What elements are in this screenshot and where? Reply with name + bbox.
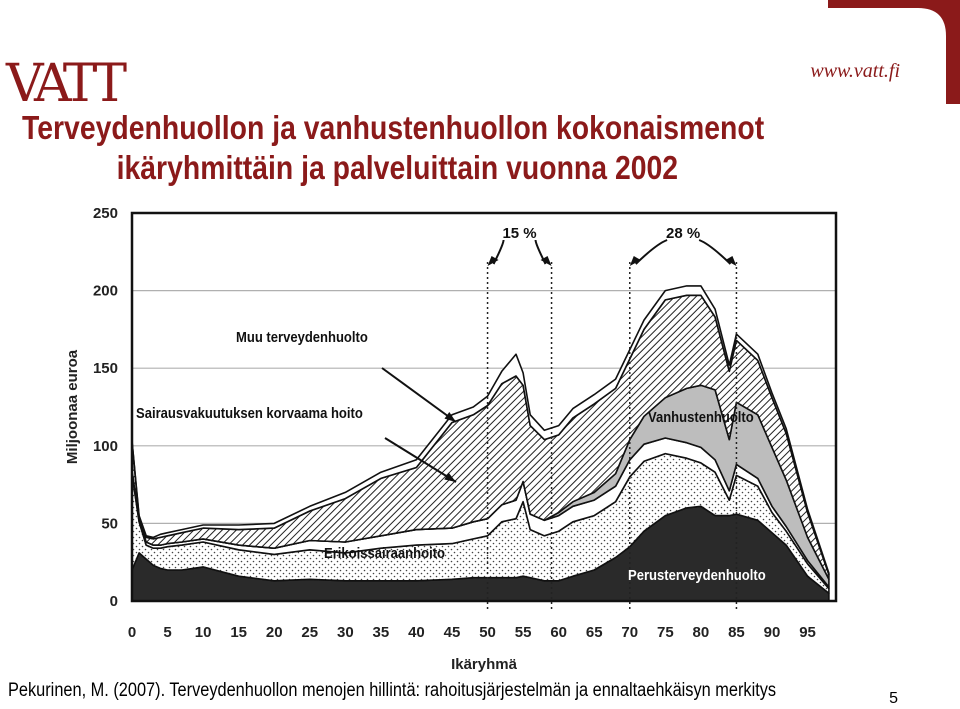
x-tick-label: 20 [265,624,283,641]
series-label: Sairausvakuutuksen korvaama hoito [136,405,363,422]
x-tick-label: 60 [550,624,568,641]
y-tick-label: 50 [101,515,118,533]
x-tick-label: 70 [621,624,639,641]
x-tick-label: 65 [585,624,603,641]
x-tick-label: 75 [656,624,674,641]
x-tick-label: 10 [194,624,212,641]
bracket-arrow-left [636,240,667,264]
series-label: Erikoissairaanhoito [324,545,446,562]
percentage-label: 15 % [502,225,537,242]
x-tick-label: 90 [763,624,781,641]
stacked-area-chart [0,200,860,680]
series-label: Vanhustenhuolto [648,409,754,426]
y-axis-title: Miljoonaa euroa [64,349,81,465]
y-tick-label: 100 [92,437,118,455]
percentage-label: 28 % [666,225,701,242]
vatt-logo: VATT [6,54,122,114]
title-line-1: Terveydenhuollon ja vanhustenhuollon kokonaismenot [22,109,765,146]
x-tick-label: 55 [514,624,532,641]
y-tick-label: 250 [92,205,118,222]
page-number: 5 [889,690,898,707]
series-label: Muu terveydenhuolto [236,329,368,346]
source-citation: Pekurinen, M. (2007). Terveydenhuollon menojen hillintä: rahoitusjärjestelmän ja ennaltaehkäisyn merkitys [8,680,777,701]
x-tick-label: 35 [372,624,390,641]
x-tick-label: 5 [163,624,172,641]
site-url[interactable]: www.vatt.fi [810,60,900,82]
bracket-arrow-right [699,240,730,264]
series-label: Perusterveydenhuolto [628,567,766,584]
page-title [22,108,796,188]
x-tick-label: 15 [230,624,248,641]
title-line-2: ikäryhmittäin ja palveluittain vuonna 2002 [116,149,679,186]
corner-decoration [828,0,960,104]
x-axis-title: Ikäryhmä [451,656,517,673]
x-tick-label: 85 [728,624,745,641]
label-arrow [382,368,456,422]
x-tick-label: 40 [408,624,425,641]
y-tick-label: 200 [92,282,118,300]
x-tick-label: 0 [127,624,137,641]
x-tick-label: 95 [799,624,816,641]
y-tick-label: 150 [92,360,118,378]
x-tick-label: 80 [692,624,710,641]
x-tick-label: 30 [336,624,354,641]
x-tick-label: 50 [479,624,496,641]
y-tick-label: 0 [109,593,118,610]
x-tick-label: 45 [443,624,461,641]
x-tick-label: 25 [301,624,319,641]
